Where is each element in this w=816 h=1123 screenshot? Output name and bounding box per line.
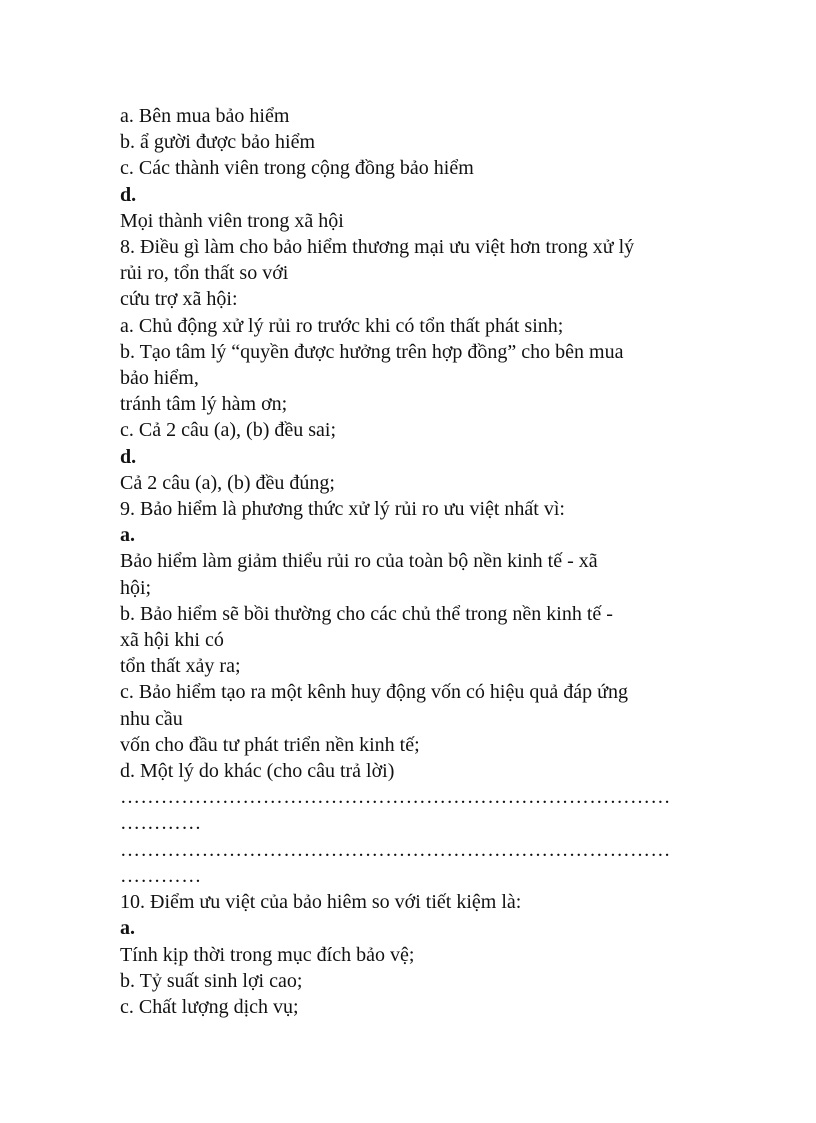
answer-d-label: d. [120,183,137,206]
q9-answer-b-line-1: b. Bảo hiểm sẽ bồi thường cho các chủ thể trong nền kinh tế - [120,602,613,625]
q9-answer-a-label: a. [120,524,135,547]
q10-answer-b: b. Tỷ suất sinh lợi cao; [120,969,303,992]
q9-answer-d: d. Một lý do khác (cho câu trả lời) [120,760,395,783]
q8-answer-b-line-3: tránh tâm lý hàm ơn; [120,393,288,416]
q8-answer-b-line-1: b. Tạo tâm lý “quyền được hưởng trên hợp đồng” cho bên mua [120,340,624,363]
answer-blank-line-1: ……………………………………………………………………… [120,786,671,809]
question-9: 9. Bảo hiểm là phương thức xử lý rủi ro ưu việt nhất vì: [120,498,565,521]
q10-answer-a-label: a. [120,917,135,940]
question-8-line-1: 8. Điều gì làm cho bảo hiểm thương mại ưu việt hơn trong xử lý [120,236,635,259]
answer-b-insured: b. ẩ gười được bảo hiểm [120,131,316,154]
q8-answer-c: c. Cả 2 câu (a), (b) đều sai; [120,419,337,442]
q8-answer-d-label: d. [120,445,137,468]
document-page [120,103,710,1020]
answer-blank-line-2: ……………………………………………………………………… [120,838,671,861]
answer-c-community: c. Các thành viên trong cộng đồng bảo hiểm [120,157,474,180]
answer-d-text: Mọi thành viên trong xã hội [120,209,344,232]
q8-answer-b-line-2: bảo hiểm, [120,367,199,390]
q10-answer-c: c. Chất lượng dịch vụ; [120,995,299,1018]
answer-blank-line-2-cont: ………… [120,864,202,887]
question-8-line-2: rủi ro, tổn thất so với [120,262,289,285]
answer-a-buyer: a. Bên mua bảo hiểm [120,105,290,127]
answer-blank-line-1-cont: ………… [120,812,202,835]
question-8-line-3: cứu trợ xã hội: [120,288,238,311]
q9-answer-c-line-1: c. Bảo hiểm tạo ra một kênh huy động vốn có hiệu quả đáp ứng [120,681,628,704]
q8-answer-d-text: Cả 2 câu (a), (b) đều đúng; [120,471,335,494]
q8-answer-a: a. Chủ động xử lý rủi ro trước khi có tổn thất phát sinh; [120,314,564,337]
q9-answer-c-line-3: vốn cho đầu tư phát triển nền kinh tế; [120,733,420,756]
q9-answer-c-line-2: nhu cầu [120,707,183,730]
q9-answer-b-line-3: tổn thất xảy ra; [120,655,241,678]
q10-answer-a-text: Tính kịp thời trong mục đích bảo vệ; [120,943,415,966]
q9-answer-a-line-2: hội; [120,576,152,599]
q9-answer-a-line-1: Bảo hiểm làm giảm thiểu rủi ro của toàn bộ nền kinh tế - xã [120,550,598,573]
question-10: 10. Điểm ưu việt của bảo hiêm so với tiết kiệm là: [120,891,522,914]
q9-answer-b-line-2: xã hội khi có [120,629,224,652]
